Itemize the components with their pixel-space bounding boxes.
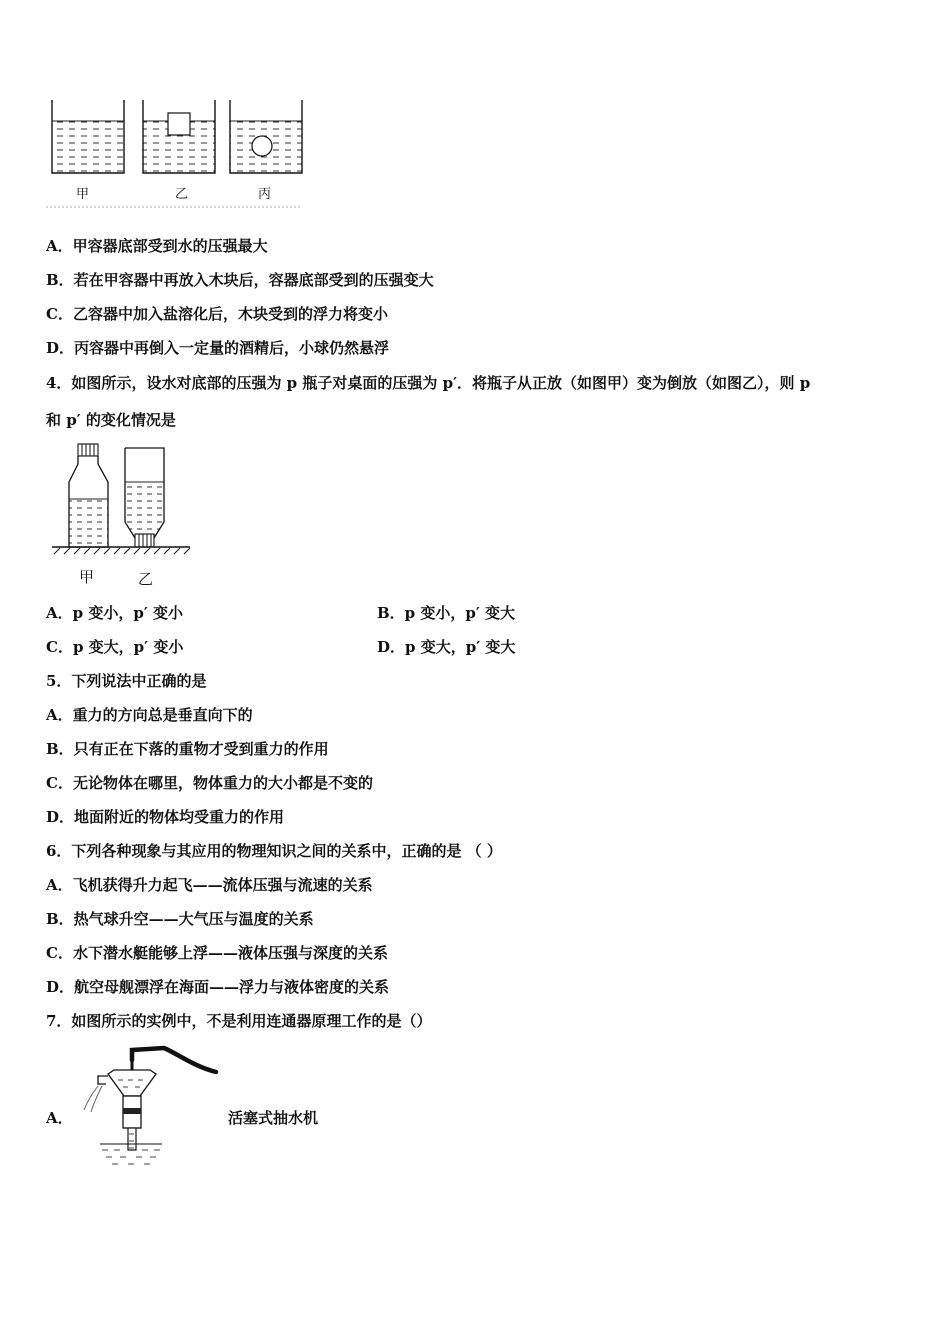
bottle-upright <box>69 444 108 547</box>
q5-stem: 5．下列说法中正确的是 <box>46 672 207 690</box>
q7-stem: 7．如图所示的实例中，不是利用连通器原理工作的是（） <box>46 1012 432 1030</box>
figure-three-containers <box>44 98 309 210</box>
q6-option-a: A．飞机获得升力起飞——流体压强与流速的关系 <box>46 876 373 894</box>
label-jia: 甲 <box>76 187 90 202</box>
q4-stem-line2: 和 p′ 的变化情况是 <box>46 411 176 429</box>
container-bing <box>230 100 302 173</box>
q5-option-c: C．无论物体在哪里，物体重力的大小都是不变的 <box>46 774 373 792</box>
q5-option-d: D．地面附近的物体均受重力的作用 <box>46 808 285 826</box>
q4-option-a: A．p 变小，p′ 变小 <box>46 604 184 622</box>
q3-option-d: D．丙容器中再倒入一定量的酒精后，小球仍然悬浮 <box>46 339 390 357</box>
q6-stem: 6．下列各种现象与其应用的物理知识之间的关系中，正确的是 （ ） <box>46 842 502 860</box>
q6-option-c: C．水下潜水艇能够上浮——液体压强与深度的关系 <box>46 944 388 962</box>
q7-option-a-caption: 活塞式抽水机 <box>228 1109 319 1127</box>
q6-option-b: B．热气球升空——大气压与温度的关系 <box>46 910 314 928</box>
bottle-inverted <box>125 448 164 547</box>
container-jia <box>52 100 124 173</box>
q4-option-b: B．p 变小，p′ 变大 <box>377 604 516 622</box>
q3-option-c: C．乙容器中加入盐溶化后，木块受到的浮力将变小 <box>46 305 388 323</box>
label-jia-bottle: 甲 <box>79 568 95 586</box>
figure-piston-pump <box>78 1044 223 1169</box>
q4-stem-line1: 4．如图所示，设水对底部的压强为 p 瓶子对桌面的压强为 p′．将瓶子从正放（如图甲）变为倒放（如图乙），则 p <box>46 374 811 392</box>
label-yi: 乙 <box>175 187 189 202</box>
q4-option-c: C．p 变大，p′ 变小 <box>46 638 184 656</box>
q3-option-a: A．甲容器底部受到水的压强最大 <box>46 237 268 255</box>
label-bing: 丙 <box>258 187 272 202</box>
figure-bottles <box>46 442 196 592</box>
q4-option-d: D．p 变大，p′ 变大 <box>377 638 516 656</box>
q3-option-b: B．若在甲容器中再放入木块后，容器底部受到的压强变大 <box>46 271 434 289</box>
q5-option-a: A．重力的方向总是垂直向下的 <box>46 706 253 724</box>
q6-option-d: D．航空母舰漂浮在海面——浮力与液体密度的关系 <box>46 978 390 996</box>
q7-option-a-letter: A． <box>46 1109 73 1127</box>
container-yi <box>143 100 215 173</box>
label-yi-bottle: 乙 <box>138 570 154 588</box>
q5-option-b: B．只有正在下落的重物才受到重力的作用 <box>46 740 329 758</box>
